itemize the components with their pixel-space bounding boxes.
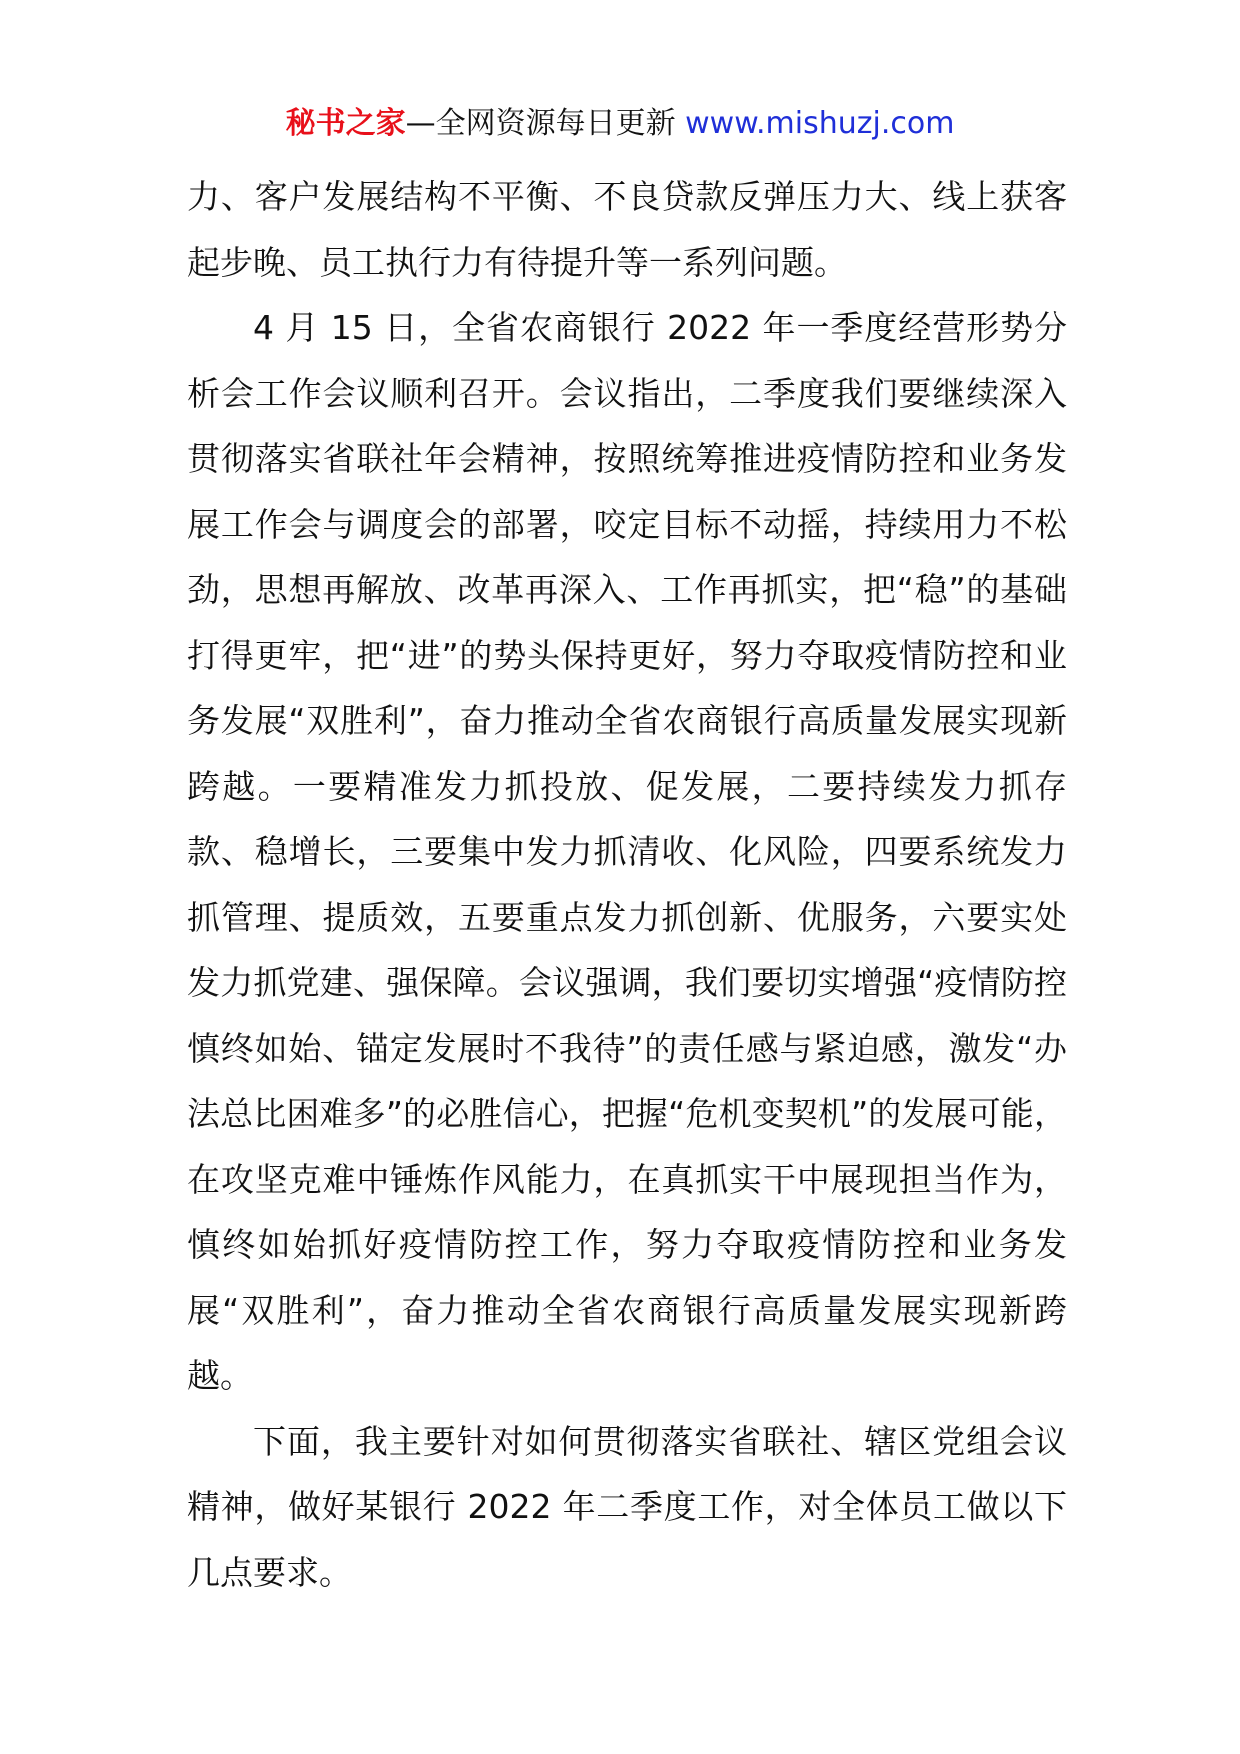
paragraph-meeting-summary: 4 月 15 日，全省农商银行 2022 年一季度经营形势分析会工作会议顺利召开。会议指出，二季度我们要继续深入贯彻落实省联社年会精神，按照统筹推进疫情防控和业务发展工作会与调度会的部署，咬定目标不动摇，持续用力不松劲，思想再解放、改革再深入、工作再抓实，把“稳”的基础打得更牢，把“进”的势头保持更好，努力夺取疫情防控和业务发展“双胜利”，奋力推动全省农商银行高质量发展实现新跨越。一要精准发力抓投放、促发展，二要持续发力抓存款、稳增长，三要集中发力抓清收、化风险，四要系统发力抓管理、提质效，五要重点发力抓创新、优服务，六要实处发力抓党建、强保障。会议强调，我们要切实增强“疫情防控慎终如始、锚定发展时不我待”的责任感与紧迫感，激发“办法总比困难多”的必胜信心，把握“危机变契机”的发展可能，在攻坚克难中锤炼作风能力，在真抓实干中展现担当作为，慎终如始抓好疫情防控工作，努力夺取疫情防控和业务发展“双胜利”，奋力推动全省农商银行高质量发展实现新跨越。 <box>187 308 1067 1395</box>
paragraph-continuation: 力、客户发展结构不平衡、不良贷款反弹压力大、线上获客起步晚、员工执行力有待提升等一系列问题。 <box>187 177 1067 282</box>
site-name: 秘书之家 <box>285 106 406 141</box>
site-url-link[interactable]: www.mishuzj.com <box>685 106 955 141</box>
document-body <box>187 164 1067 1605</box>
page-header <box>0 104 1240 144</box>
paragraph-requirements-intro: 下面，我主要针对如何贯彻落实省联社、辖区党组会议精神，做好某银行 2022 年二季度工作，对全体员工做以下几点要求。 <box>187 1421 1067 1592</box>
site-tagline: —全网资源每日更新 <box>405 106 686 141</box>
